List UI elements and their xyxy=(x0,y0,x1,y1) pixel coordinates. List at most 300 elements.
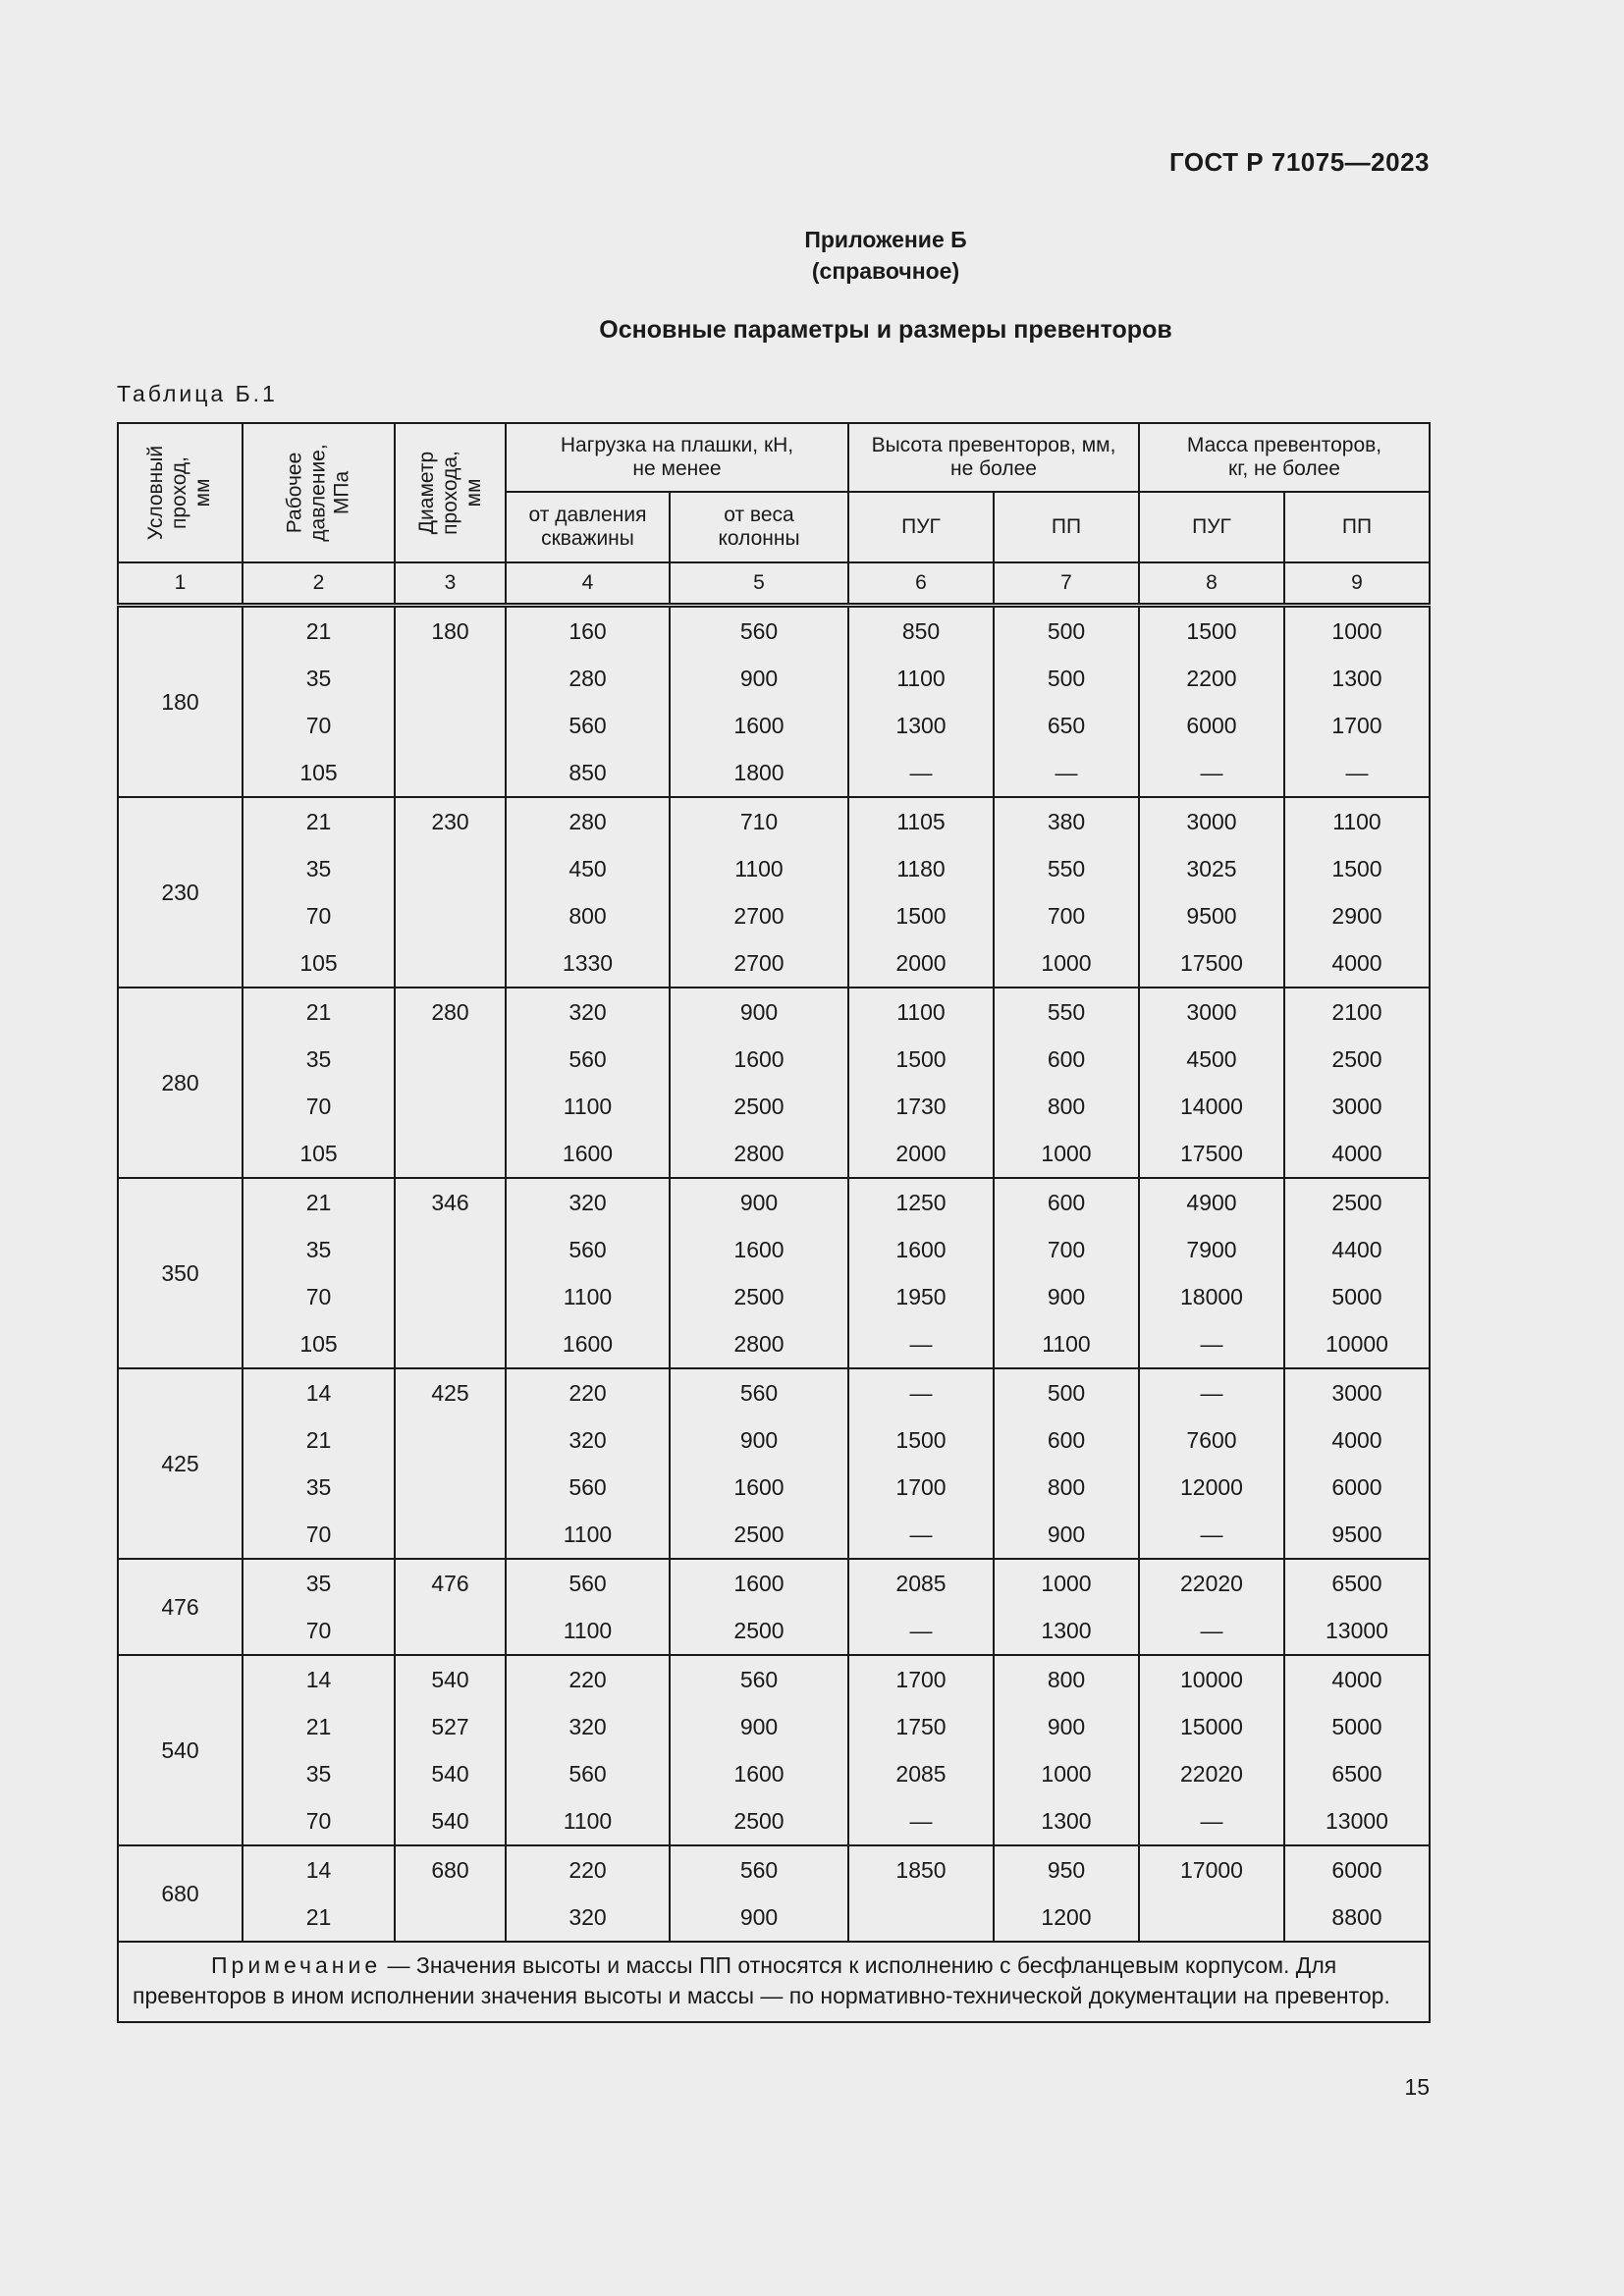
cell-value xyxy=(396,892,505,939)
cell-m-pp xyxy=(1284,1655,1430,1845)
cell-value: 1000 xyxy=(1041,1761,1092,1787)
column-number: 2 xyxy=(243,562,395,606)
cell-value: 900 xyxy=(1047,1284,1086,1309)
cell-value: 21 xyxy=(305,999,332,1025)
cell-value: 35 xyxy=(305,1571,332,1596)
cell-value: 1500 xyxy=(1186,618,1237,644)
cell-load-p xyxy=(506,1178,670,1368)
column-number: 4 xyxy=(506,562,670,606)
cell-value: 1100 xyxy=(563,1618,613,1643)
cell-value: 1000 xyxy=(1041,950,1092,976)
cell-value: 900 xyxy=(739,1427,779,1453)
column-number: 8 xyxy=(1139,562,1284,606)
cell-value: 1600 xyxy=(733,713,785,738)
cell-value: 1100 xyxy=(896,999,946,1025)
cell-value: 1100 xyxy=(563,1522,613,1547)
cell-value: 1500 xyxy=(1331,856,1382,881)
cell-value: 346 xyxy=(431,1190,469,1215)
cell-value: — xyxy=(1200,1522,1223,1547)
cell-value xyxy=(396,702,505,749)
cell-diameter xyxy=(395,988,506,1178)
table-row xyxy=(118,1655,1430,1845)
cell-value: 5000 xyxy=(1331,1284,1382,1309)
cell-value: 280 xyxy=(161,1070,199,1095)
cell-value: 35 xyxy=(305,1046,332,1072)
cell-value: 2900 xyxy=(1331,903,1382,929)
cell-value: 35 xyxy=(305,1474,332,1500)
cell-value: 680 xyxy=(161,1881,199,1906)
cell-value: 13000 xyxy=(1326,1808,1388,1834)
cell-value: 850 xyxy=(901,618,941,644)
cell-value: 230 xyxy=(431,809,469,834)
bore-cell xyxy=(118,1368,243,1559)
cell-value: — xyxy=(909,760,933,785)
cell-pressure xyxy=(243,1559,395,1655)
cell-value: — xyxy=(1200,1808,1223,1834)
column-number: 7 xyxy=(994,562,1139,606)
cell-value: 2500 xyxy=(1331,1046,1382,1072)
cell-m-pp xyxy=(1284,1845,1430,1942)
cell-value: 1730 xyxy=(895,1094,947,1119)
cell-value: 2100 xyxy=(1331,999,1382,1025)
cell-value: 800 xyxy=(1047,1667,1086,1692)
page-number: 15 xyxy=(1404,2074,1430,2100)
cell-value: 280 xyxy=(431,999,469,1025)
document-code: ГОСТ Р 71075—2023 xyxy=(1168,147,1430,177)
column-number-row xyxy=(118,562,1430,606)
cell-load-w xyxy=(670,1845,848,1942)
cell-value: 3000 xyxy=(1186,809,1237,834)
cell-value: 900 xyxy=(1047,1714,1086,1739)
cell-value: 560 xyxy=(568,1474,607,1500)
cell-value: 105 xyxy=(299,1141,338,1166)
cell-value: 320 xyxy=(568,1714,607,1739)
cell-load-w xyxy=(670,988,848,1178)
cell-m-pp xyxy=(1284,1559,1430,1655)
cell-value: 230 xyxy=(161,880,199,905)
cell-value xyxy=(396,1464,505,1511)
cell-value: 1800 xyxy=(733,760,785,785)
cell-h-pp xyxy=(994,1655,1139,1845)
header-bore: Условный проход, мм xyxy=(118,423,243,562)
cell-value: 2500 xyxy=(733,1284,785,1309)
cell-value xyxy=(396,1130,505,1177)
header-pressure: Рабочее давление, МПа xyxy=(243,423,395,562)
cell-value: 1600 xyxy=(562,1331,614,1357)
cell-value: 6000 xyxy=(1331,1474,1382,1500)
cell-value: 1100 xyxy=(1042,1331,1091,1357)
cell-value: 1100 xyxy=(563,1284,613,1309)
cell-load-w xyxy=(670,797,848,988)
cell-value xyxy=(396,1320,505,1367)
cell-value: 2700 xyxy=(733,903,785,929)
cell-value: 180 xyxy=(431,618,469,644)
cell-value: 600 xyxy=(1047,1046,1086,1072)
cell-value: 3000 xyxy=(1331,1380,1382,1406)
cell-value: 350 xyxy=(161,1260,199,1286)
table-row xyxy=(118,606,1430,798)
cell-m-pug xyxy=(1139,1655,1284,1845)
cell-value: 560 xyxy=(568,1046,607,1072)
cell-value: 2700 xyxy=(733,950,785,976)
cell-value: 1100 xyxy=(563,1808,613,1834)
cell-m-pug xyxy=(1139,988,1284,1178)
cell-value xyxy=(396,845,505,892)
cell-value: 1000 xyxy=(1041,1571,1092,1596)
cell-value: 320 xyxy=(568,999,607,1025)
cell-load-p xyxy=(506,988,670,1178)
table-row xyxy=(118,988,1430,1178)
cell-value: 7600 xyxy=(1186,1427,1237,1453)
cell-value: 560 xyxy=(568,713,607,738)
cell-value: — xyxy=(1345,760,1369,785)
column-number: 5 xyxy=(670,562,848,606)
cell-load-p xyxy=(506,1655,670,1845)
cell-load-w xyxy=(670,1655,848,1845)
cell-value: — xyxy=(909,1522,933,1547)
cell-value: 180 xyxy=(161,689,199,715)
cell-value: 600 xyxy=(1047,1427,1086,1453)
cell-value: 1100 xyxy=(563,1094,613,1119)
cell-value: 105 xyxy=(299,950,338,976)
cell-load-w xyxy=(670,1178,848,1368)
cell-value: 2085 xyxy=(895,1571,947,1596)
header-mass: Масса превенторов, кг, не более xyxy=(1139,423,1430,492)
cell-value xyxy=(396,1036,505,1083)
cell-m-pug xyxy=(1139,797,1284,988)
cell-value: 710 xyxy=(739,809,779,834)
cell-value: 1330 xyxy=(562,950,614,976)
cell-value: 35 xyxy=(305,1237,332,1262)
cell-value: — xyxy=(1200,760,1223,785)
table-note xyxy=(118,1942,1430,2022)
cell-value: 1600 xyxy=(733,1474,785,1500)
cell-load-w xyxy=(670,606,848,798)
cell-m-pug xyxy=(1139,1845,1284,1942)
cell-diameter xyxy=(395,797,506,988)
cell-value: 15000 xyxy=(1180,1714,1243,1739)
bore-cell xyxy=(118,1655,243,1845)
cell-value: 1600 xyxy=(733,1237,785,1262)
cell-value xyxy=(396,1416,505,1464)
cell-value: 1105 xyxy=(896,809,946,834)
cell-value: 70 xyxy=(305,1808,332,1834)
table-row xyxy=(118,1559,1430,1655)
cell-value: 6000 xyxy=(1186,713,1237,738)
cell-h-pug xyxy=(848,1655,994,1845)
cell-h-pp xyxy=(994,1559,1139,1655)
table-row xyxy=(118,1368,1430,1559)
header-height-pug: ПУГ xyxy=(848,492,994,562)
cell-value: 425 xyxy=(431,1380,469,1406)
cell-value: 380 xyxy=(1047,809,1086,834)
cell-value: 1600 xyxy=(733,1761,785,1787)
header-height-pp: ПП xyxy=(994,492,1139,562)
cell-value: 1700 xyxy=(1331,713,1382,738)
cell-h-pug xyxy=(848,988,994,1178)
cell-value: 22020 xyxy=(1180,1571,1243,1596)
cell-value: 320 xyxy=(568,1190,607,1215)
cell-h-pug xyxy=(848,1559,994,1655)
cell-value: 220 xyxy=(568,1667,607,1692)
cell-value xyxy=(396,749,505,796)
bore-cell xyxy=(118,1845,243,1942)
cell-value: 17000 xyxy=(1180,1857,1243,1883)
cell-load-p xyxy=(506,606,670,798)
cell-value: 21 xyxy=(305,618,332,644)
cell-value: 4000 xyxy=(1331,1141,1382,1166)
cell-value: 4400 xyxy=(1331,1237,1382,1262)
cell-value: 850 xyxy=(568,760,607,785)
parameters-table xyxy=(117,422,1431,2023)
cell-h-pug xyxy=(848,606,994,798)
cell-m-pug xyxy=(1139,1368,1284,1559)
header-mass-pug: ПУГ xyxy=(1139,492,1284,562)
cell-m-pp xyxy=(1284,606,1430,798)
cell-pressure xyxy=(243,1178,395,1368)
cell-value: 950 xyxy=(1047,1857,1086,1883)
cell-value: 1950 xyxy=(895,1284,947,1309)
cell-value: 550 xyxy=(1047,999,1086,1025)
header-load: Нагрузка на плашки, кН, не менее xyxy=(506,423,848,492)
cell-value: 1500 xyxy=(895,903,947,929)
cell-value: 1600 xyxy=(562,1141,614,1166)
table-row xyxy=(118,1845,1430,1942)
cell-pressure xyxy=(243,988,395,1178)
cell-value: 35 xyxy=(305,1761,332,1787)
cell-value: 2500 xyxy=(733,1522,785,1547)
cell-value: — xyxy=(1200,1380,1223,1406)
cell-value: 476 xyxy=(431,1571,469,1596)
cell-h-pp xyxy=(994,988,1139,1178)
cell-value: 800 xyxy=(1047,1094,1086,1119)
cell-value: 105 xyxy=(299,760,338,785)
cell-value xyxy=(1140,1894,1283,1941)
cell-value: 900 xyxy=(1047,1522,1086,1547)
bore-cell xyxy=(118,606,243,798)
cell-value: 1200 xyxy=(1041,1904,1092,1930)
cell-value: 1700 xyxy=(895,1667,947,1692)
table-body xyxy=(118,606,1430,1943)
cell-h-pug xyxy=(848,1845,994,1942)
header-mass-pp: ПП xyxy=(1284,492,1430,562)
cell-value: 21 xyxy=(305,1190,332,1215)
cell-value: 1750 xyxy=(895,1714,947,1739)
cell-m-pp xyxy=(1284,1368,1430,1559)
cell-value: 3025 xyxy=(1186,856,1237,881)
cell-value: 35 xyxy=(305,666,332,691)
cell-value: 1300 xyxy=(1041,1808,1092,1834)
cell-value: 7900 xyxy=(1186,1237,1237,1262)
cell-diameter xyxy=(395,1559,506,1655)
cell-value: 800 xyxy=(568,903,607,929)
cell-value: 14000 xyxy=(1180,1094,1243,1119)
cell-value: 1600 xyxy=(733,1571,785,1596)
cell-load-w xyxy=(670,1559,848,1655)
cell-value: 650 xyxy=(1047,713,1086,738)
cell-value: 800 xyxy=(1047,1474,1086,1500)
table-label: Таблица Б.1 xyxy=(117,381,278,406)
bore-cell xyxy=(118,988,243,1178)
cell-value xyxy=(396,1226,505,1273)
cell-value: 550 xyxy=(1047,856,1086,881)
cell-load-p xyxy=(506,1368,670,1559)
cell-value xyxy=(849,1894,993,1941)
cell-value: 70 xyxy=(305,903,332,929)
cell-h-pug xyxy=(848,797,994,988)
header-height: Высота превенторов, мм, не более xyxy=(848,423,1139,492)
cell-value: 21 xyxy=(305,1427,332,1453)
cell-value: 220 xyxy=(568,1857,607,1883)
cell-value: 320 xyxy=(568,1904,607,1930)
cell-value: 1500 xyxy=(895,1427,947,1453)
cell-value: 1100 xyxy=(896,666,946,691)
cell-h-pp xyxy=(994,1845,1139,1942)
bore-cell xyxy=(118,1559,243,1655)
cell-value: 600 xyxy=(1047,1190,1086,1215)
cell-value: 2800 xyxy=(733,1331,785,1357)
cell-value xyxy=(396,1607,505,1654)
cell-value: 560 xyxy=(739,1380,779,1406)
cell-value: 1100 xyxy=(1332,809,1381,834)
cell-value: 900 xyxy=(739,999,779,1025)
cell-value: 14 xyxy=(305,1380,332,1406)
appendix-subtitle: (справочное) xyxy=(811,258,960,284)
cell-value: 1300 xyxy=(1041,1618,1092,1643)
note-heading: Примечание xyxy=(211,1952,382,1978)
cell-value: — xyxy=(909,1808,933,1834)
cell-load-p xyxy=(506,1559,670,1655)
cell-value xyxy=(396,1511,505,1558)
cell-diameter xyxy=(395,1655,506,1845)
cell-m-pug xyxy=(1139,1178,1284,1368)
cell-value: 3000 xyxy=(1331,1094,1382,1119)
cell-value: 3000 xyxy=(1186,999,1237,1025)
section-title: Основные параметры и размеры превенторов xyxy=(599,316,1172,344)
header-load-weight: от веса колонны xyxy=(670,492,848,562)
cell-value: 1180 xyxy=(896,856,946,881)
cell-value: 500 xyxy=(1047,666,1086,691)
cell-value: 21 xyxy=(305,1714,332,1739)
cell-value: 22020 xyxy=(1180,1761,1243,1787)
cell-value: 1250 xyxy=(895,1190,947,1215)
cell-value: 450 xyxy=(568,856,607,881)
cell-value: 1000 xyxy=(1041,1141,1092,1166)
cell-value: 540 xyxy=(431,1667,469,1692)
cell-pressure xyxy=(243,1655,395,1845)
table-row xyxy=(118,1178,1430,1368)
cell-value: — xyxy=(909,1331,933,1357)
cell-h-pp xyxy=(994,797,1139,988)
cell-value xyxy=(396,1894,505,1941)
cell-value: 2800 xyxy=(733,1141,785,1166)
cell-value: 280 xyxy=(568,809,607,834)
cell-value: 500 xyxy=(1047,618,1086,644)
column-number: 1 xyxy=(118,562,243,606)
cell-value: 10000 xyxy=(1326,1331,1388,1357)
cell-value: 900 xyxy=(739,1190,779,1215)
cell-value: 560 xyxy=(739,1667,779,1692)
cell-load-p xyxy=(506,1845,670,1942)
cell-value: 560 xyxy=(739,618,779,644)
cell-value: 4000 xyxy=(1331,1427,1382,1453)
cell-value: 5000 xyxy=(1331,1714,1382,1739)
cell-value: 1600 xyxy=(733,1046,785,1072)
cell-value: 6500 xyxy=(1331,1571,1382,1596)
cell-value: 105 xyxy=(299,1331,338,1357)
column-number: 9 xyxy=(1284,562,1430,606)
cell-value: — xyxy=(1055,760,1078,785)
cell-value: 2500 xyxy=(1331,1190,1382,1215)
cell-h-pp xyxy=(994,1178,1139,1368)
cell-value: 10000 xyxy=(1180,1667,1243,1692)
cell-value: 500 xyxy=(1047,1380,1086,1406)
cell-value: 21 xyxy=(305,809,332,834)
cell-value: 680 xyxy=(431,1857,469,1883)
cell-value: 220 xyxy=(568,1380,607,1406)
bore-cell xyxy=(118,1178,243,1368)
cell-value: 6000 xyxy=(1331,1857,1382,1883)
cell-value: 12000 xyxy=(1180,1474,1243,1500)
cell-value: 17500 xyxy=(1180,1141,1243,1166)
cell-pressure xyxy=(243,1845,395,1942)
cell-value xyxy=(396,655,505,702)
column-number: 3 xyxy=(395,562,506,606)
cell-value: 4000 xyxy=(1331,950,1382,976)
appendix-title: Приложение Б xyxy=(804,227,967,252)
cell-value xyxy=(396,1273,505,1320)
header-load-pressure: от давления скважины xyxy=(506,492,670,562)
cell-value: 4000 xyxy=(1331,1667,1382,1692)
cell-value: 1300 xyxy=(1331,666,1382,691)
cell-load-w xyxy=(670,1368,848,1559)
cell-value: 2000 xyxy=(895,1141,947,1166)
cell-value: — xyxy=(1200,1331,1223,1357)
cell-value: 70 xyxy=(305,1618,332,1643)
cell-value: 1850 xyxy=(895,1857,947,1883)
cell-value xyxy=(396,1083,505,1130)
cell-value: 2085 xyxy=(895,1761,947,1787)
cell-diameter xyxy=(395,606,506,798)
cell-value: 560 xyxy=(568,1571,607,1596)
cell-value: — xyxy=(909,1618,933,1643)
cell-value: 540 xyxy=(431,1808,469,1834)
cell-h-pp xyxy=(994,606,1139,798)
cell-value: 900 xyxy=(739,666,779,691)
cell-diameter xyxy=(395,1845,506,1942)
cell-h-pug xyxy=(848,1368,994,1559)
cell-value: 70 xyxy=(305,713,332,738)
column-number: 6 xyxy=(848,562,994,606)
cell-value: 4500 xyxy=(1186,1046,1237,1072)
cell-value: 900 xyxy=(739,1904,779,1930)
cell-value: 2500 xyxy=(733,1094,785,1119)
cell-value: 476 xyxy=(161,1594,199,1620)
cell-value: 560 xyxy=(739,1857,779,1883)
cell-value: 2500 xyxy=(733,1618,785,1643)
cell-value: 700 xyxy=(1047,903,1086,929)
cell-value: 4900 xyxy=(1186,1190,1237,1215)
cell-value: 13000 xyxy=(1326,1618,1388,1643)
cell-value: 1000 xyxy=(1331,618,1382,644)
cell-value: 70 xyxy=(305,1522,332,1547)
cell-pressure xyxy=(243,1368,395,1559)
cell-value: 8800 xyxy=(1331,1904,1382,1930)
cell-value: — xyxy=(1200,1618,1223,1643)
cell-value: 540 xyxy=(161,1737,199,1763)
cell-value: 2500 xyxy=(733,1808,785,1834)
table-row xyxy=(118,797,1430,988)
